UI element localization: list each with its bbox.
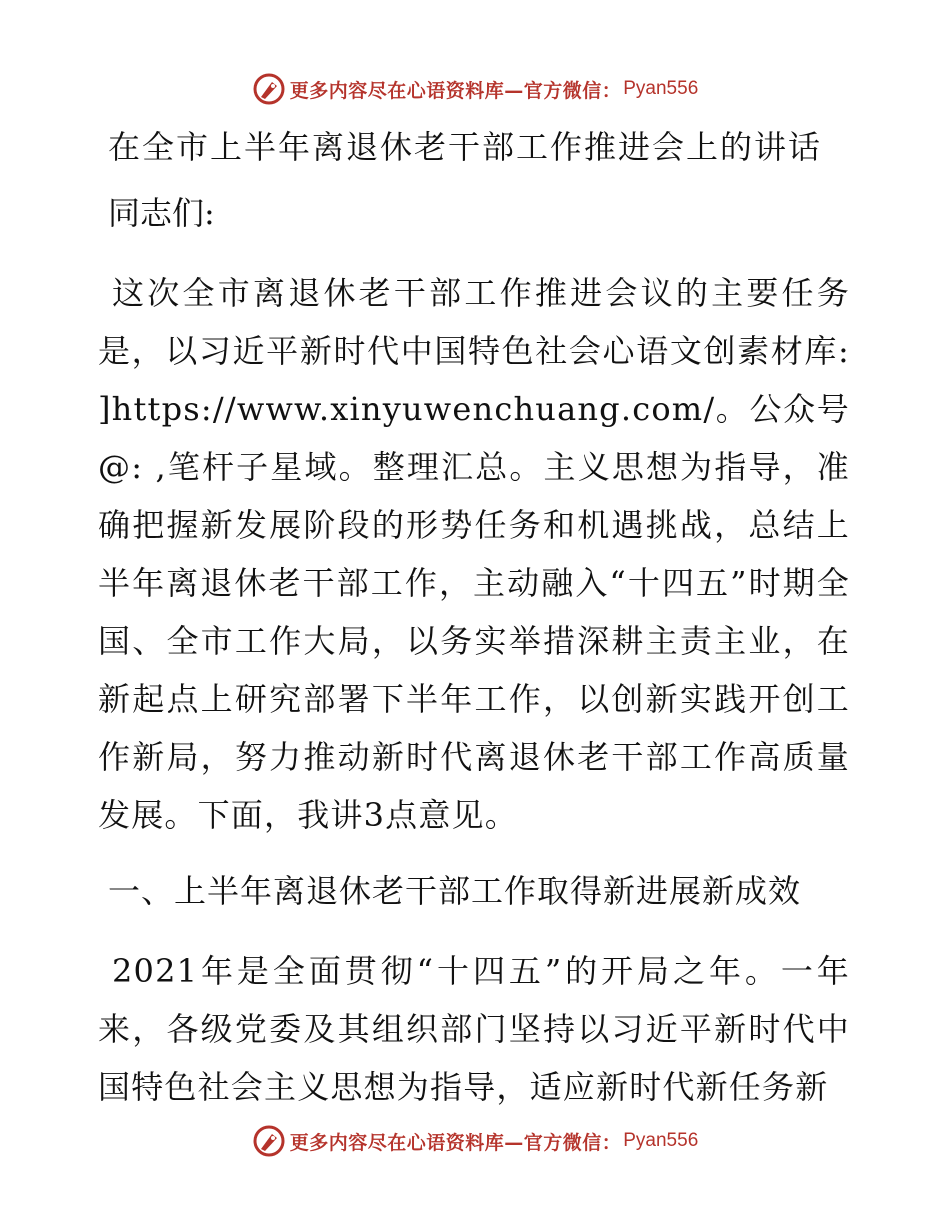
document-title: 在全市上半年离退休老干部工作推进会上的讲话 <box>108 128 823 166</box>
pen-nib-circle-icon <box>252 72 286 106</box>
watermark-wechat-id: Pyan556 <box>623 78 699 99</box>
watermark-wechat-id: Pyan556 <box>623 1130 699 1151</box>
section-heading-1: 一、上半年离退休老干部工作取得新进展新成效 <box>108 872 802 910</box>
watermark-text: 更多内容尽在心语资料库—官方微信： <box>289 1131 622 1154</box>
intro-paragraph: 这次全市离退休老干部工作推进会议的主要任务是，以习近平新时代中国特色社会心语文创素材库: ]https://www.xinyuwenchuang.com/。公众号@: ,笔杆子星域。整理汇总。主义思想为指导，准确把握新发展阶段的形势任务和机遇挑战，总结上半年离退休老干部工作，主动融入“十四五”时期全国、全市工作大局，以务实举措深耕主责主业，在新起点上研究部署下半年工作，以创新实践开创工作新局，努力推动新时代离退休老干部工作高质量发展。下面，我讲3点意见。 <box>98 274 850 834</box>
section-1-paragraph: 2021年是全面贯彻“十四五”的开局之年。一年来，各级党委及其组织部门坚持以习近平新时代中国特色社会主义思想为指导，适应新时代新任务新 <box>98 952 850 1106</box>
header-watermark <box>0 68 950 110</box>
footer-watermark <box>0 1120 950 1162</box>
document-body <box>98 122 850 1138</box>
pen-nib-circle-icon <box>252 1124 286 1158</box>
watermark-text: 更多内容尽在心语资料库—官方微信： <box>289 79 622 102</box>
salutation: 同志们: <box>108 194 215 232</box>
